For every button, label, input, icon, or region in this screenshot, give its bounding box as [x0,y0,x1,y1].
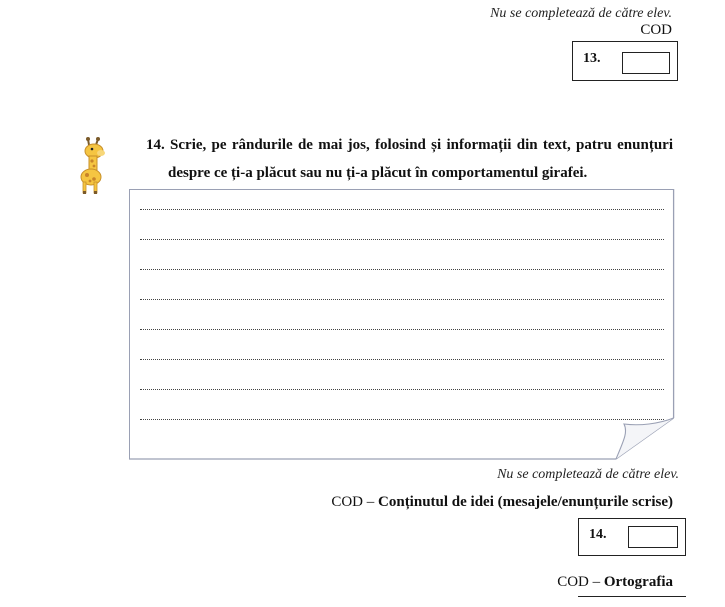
score-box-14 [578,518,686,556]
score-box-13 [572,41,678,81]
cod-prefix: COD – [331,494,379,510]
teacher-only-note-top: Nu se completează de către elev. [490,6,672,21]
score-box-number: 13. [583,51,601,66]
giraffe-icon [76,137,110,195]
question-line-2: despre ce ți-a plăcut sau nu ți-a plăcut în comportamentul girafei. [168,165,588,181]
teacher-only-note-bottom: Nu se completează de către elev. [497,467,679,482]
orthography-criterion-text: Ortografia [603,574,673,590]
question-line-1: 14. Scrie, pe rândurile de mai jos, folosind și informații din text, patru enunțuri [146,137,673,153]
page-curl-corner [128,188,678,462]
score-box-partial [578,596,686,607]
cod-prefix: COD – [557,574,604,590]
score-box-number: 14. [589,527,607,542]
question-14 [146,131,673,187]
content-criterion-label [331,494,673,511]
content-criterion-text: Conținutul de idei (mesajele/enunțurile scrise) [378,494,673,510]
orthography-criterion-label [557,574,673,591]
score-entry-cell[interactable] [622,52,670,74]
score-entry-cell[interactable] [628,526,678,548]
cod-label-top: COD [640,22,672,38]
